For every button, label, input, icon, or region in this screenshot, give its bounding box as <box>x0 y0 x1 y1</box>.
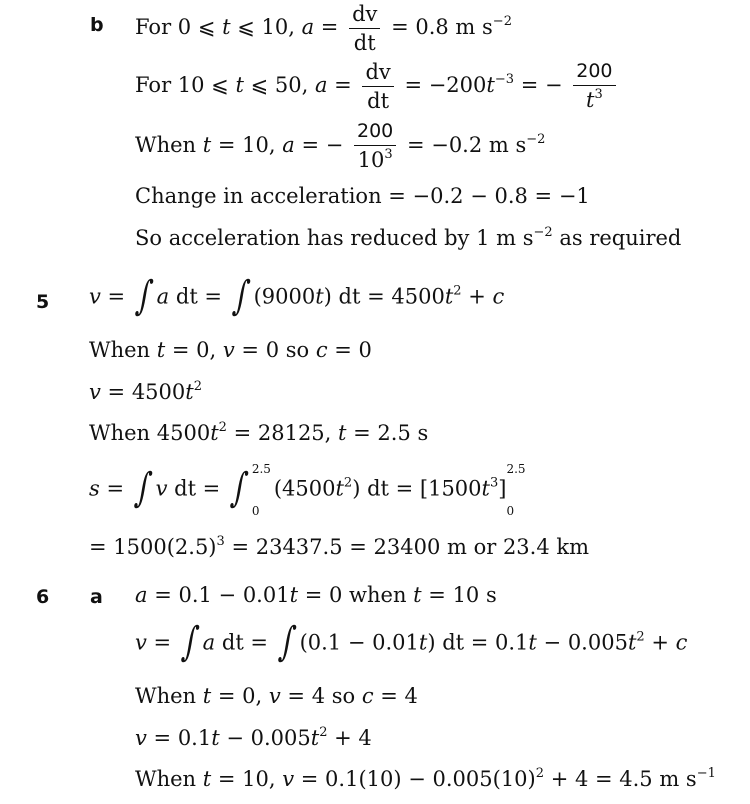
fraction-dv-dt: $\frac{dv}{dt}$ <box>362 60 393 113</box>
part-a-label: a <box>90 586 103 608</box>
q5-line-2: When t = 0, v = 0 so c = 0 <box>89 338 372 362</box>
fraction-200-t3: $\frac{200}{t^3}$ <box>573 61 615 112</box>
question-5-label: 5 <box>36 291 50 313</box>
integral-sign: ∫ <box>133 273 155 319</box>
q5-line-4: When $4500t^2 = 28125$, t = 2.5 s <box>89 420 429 445</box>
question-6-label: 6 <box>36 586 50 608</box>
q5-line-3: $v = 4500t^2$ <box>89 379 202 404</box>
evaluation-limits: 2.5 0 <box>506 462 526 518</box>
integral-sign: ∫ <box>230 273 252 319</box>
b-line-5: So acceleration has reduced by 1 m $s^{-2}$ as required <box>135 225 682 250</box>
b-line-3: When t = 10, a = − $\frac{200}{10^3}$ = −0.2 m $s^{-2}$ <box>135 120 546 172</box>
q6-line-1: a = 0.1 − 0.01t = 0 when t = 10 s <box>135 583 497 607</box>
q6-line-2: v = ∫a dt = ∫(0.1 − 0.01t) dt = $0.1t - 0.005t^2 + c$ <box>135 619 688 665</box>
integral-sign: ∫ <box>228 465 251 511</box>
b-line-1: For 0 ⩽ t ⩽ 10, a = $\frac{dv}{dt}$ = 0.8 m $s^{-2}$ <box>135 2 512 56</box>
q5-line-1: v = ∫a dt = ∫(9000t) dt = $4500t^2 + c$ <box>89 273 505 319</box>
fraction-dv-dt: $\frac{dv}{dt}$ <box>349 2 380 55</box>
q5-line-6: = $1500(2.5)^3 = 23437.5 = 23400$ m or 23.4 km <box>89 534 590 559</box>
b-line-2: For 10 ⩽ t ⩽ 50, a = $\frac{dv}{dt}$ = $-200t^{-3}$ = − $\frac{200}{t^3}$ <box>135 60 620 113</box>
q6-line-4: $v = 0.1t - 0.005t^2 + 4$ <box>135 725 372 750</box>
integral-limits: 2.5 0 <box>251 462 271 518</box>
q6-line-5: When t = 10, $v = 0.1(10) - 0.005(10)^2 + 4 = 4.5$ m $s^{-1}$ <box>135 766 716 791</box>
part-b-label: b <box>90 14 104 36</box>
fraction-200-103: $\frac{200}{10^3}$ <box>354 121 396 172</box>
integral-sign: ∫ <box>132 465 154 511</box>
integral-sign: ∫ <box>276 619 298 665</box>
q6-line-3: When t = 0, v = 4 so c = 4 <box>135 684 418 708</box>
q5-line-5: s = ∫v dt = ∫ 2.5 0 $(4500t^2)$ dt = $[1500t^3]$ 2.5 0 <box>89 470 528 510</box>
b-line-4: Change in acceleration = −0.2 − 0.8 = −1 <box>135 184 590 208</box>
integral-sign: ∫ <box>179 619 201 665</box>
